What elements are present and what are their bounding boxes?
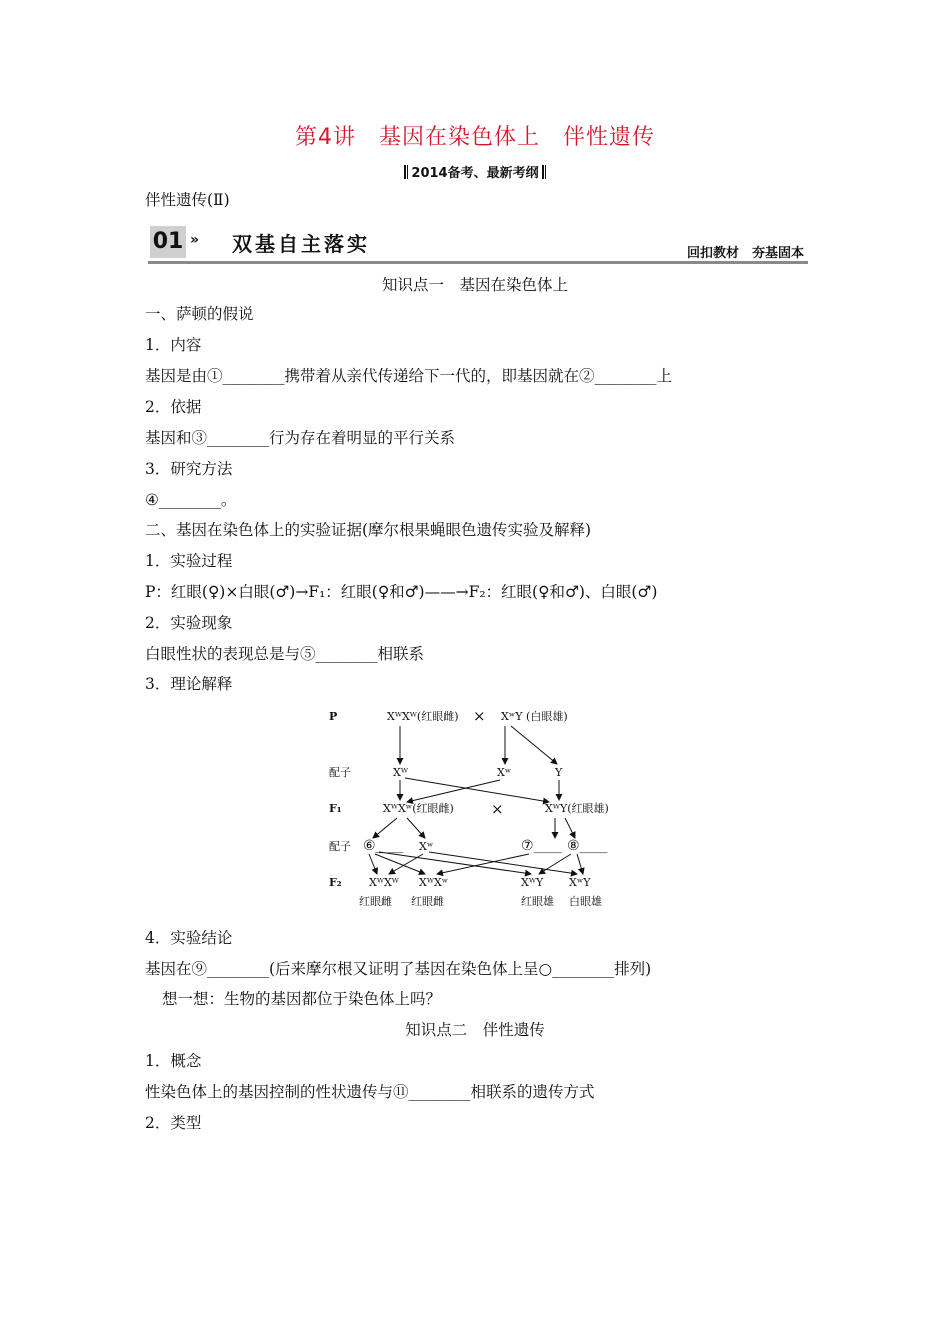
chevron-right-icon: »: [190, 232, 200, 248]
f2-genotype-3: XᵂY: [521, 876, 544, 889]
section-heading: 双基自主落实: [232, 232, 370, 256]
row-label-gamete-1: 配子: [329, 766, 351, 779]
gamete-1-b: Xʷ: [497, 766, 512, 779]
section-2-heading: 二、基因在染色体上的实验证据(摩尔根果蝇眼色遗传实验及解释): [145, 521, 592, 539]
gamete-2-d: ⑧____: [567, 838, 608, 854]
f2-genotype-1: XᵂXᵂ: [369, 876, 399, 889]
item-types-heading: 2．类型: [145, 1114, 202, 1132]
f2-phenotype-2: 红眼雌: [411, 895, 444, 908]
item-process-text: P：红眼(♀)×白眼(♂)→F₁：红眼(♀和♂)——→F₂：红眼(♀和♂)、白眼(♂): [145, 583, 658, 601]
gamete-1-c: Y: [555, 766, 563, 779]
item-concept-heading: 1．概念: [145, 1052, 202, 1070]
f1-female-genotype: XᵂXʷ(红眼雌): [383, 802, 454, 815]
item-content-heading: 1．内容: [145, 336, 202, 354]
item-concept-text: 性染色体上的基因控制的性状遗传与⑪________相联系的遗传方式: [145, 1083, 595, 1101]
section-number: 01: [150, 226, 186, 258]
f2-genotype-2: XᵂXʷ: [419, 876, 449, 889]
genetic-cross-diagram: [325, 700, 625, 915]
item-conclusion-heading: 4．实验结论: [145, 929, 233, 947]
row-label-f1: F₁: [329, 802, 342, 815]
item-explanation-heading: 3．理论解释: [145, 675, 233, 693]
knowledge-point-2-heading: 知识点二 伴性遗传: [405, 1021, 545, 1039]
section-tagline: 回扣教材 夯基固本: [686, 246, 804, 261]
gamete-2-b: Xʷ: [419, 840, 434, 853]
item-method-heading: 3．研究方法: [145, 460, 233, 478]
item-process-heading: 1．实验过程: [145, 552, 233, 570]
gamete-2-c: ⑦____: [521, 838, 562, 854]
syllabus-item: 伴性遗传(Ⅱ): [145, 191, 230, 209]
p-female-genotype: XᵂXᵂ(红眼雌): [387, 710, 459, 723]
item-content-text: 基因是由①________携带着从亲代传递给下一代的，即基因就在②________上: [145, 367, 673, 385]
knowledge-point-1-heading: 知识点一 基因在染色体上: [381, 276, 568, 294]
p-male-genotype: XʷY (白眼雄): [501, 710, 568, 723]
section-divider: [148, 261, 808, 264]
cross-symbol-f1: ×: [491, 800, 504, 818]
section-1-heading: 一、萨顿的假说: [145, 305, 254, 323]
gamete-2-a: ⑥____: [363, 838, 404, 854]
row-label-f2: F₂: [329, 876, 342, 889]
row-label-p: P: [329, 710, 338, 723]
gamete-1-a: Xᵂ: [393, 766, 408, 779]
think-prompt: 想一想：生物的基因都位于染色体上吗？: [162, 990, 442, 1008]
item-basis-heading: 2．依据: [145, 398, 202, 416]
f2-genotype-4: XʷY: [569, 876, 591, 889]
exam-syllabus-label: 2014备考、最新考纲: [0, 162, 950, 181]
item-method-text: ④________。: [145, 491, 237, 509]
f2-phenotype-4: 白眼雄: [569, 895, 602, 908]
item-phenomenon-text: 白眼性状的表现总是与⑤________相联系: [145, 645, 425, 663]
item-conclusion-text: 基因在⑨________(后来摩尔根又证明了基因在染色体上呈○________排列): [145, 960, 652, 978]
page-title: 第4讲 基因在染色体上 伴性遗传: [295, 125, 655, 150]
f1-male-genotype: XᵂY(红眼雄): [545, 802, 609, 815]
item-phenomenon-heading: 2．实验现象: [145, 614, 233, 632]
row-label-gamete-2: 配子: [329, 840, 351, 853]
f2-phenotype-3: 红眼雄: [521, 895, 554, 908]
cross-symbol: ×: [473, 707, 486, 725]
item-basis-text: 基因和③________行为存在着明显的平行关系: [145, 429, 456, 447]
f2-phenotype-1: 红眼雌: [359, 895, 392, 908]
section-banner: [148, 224, 808, 264]
